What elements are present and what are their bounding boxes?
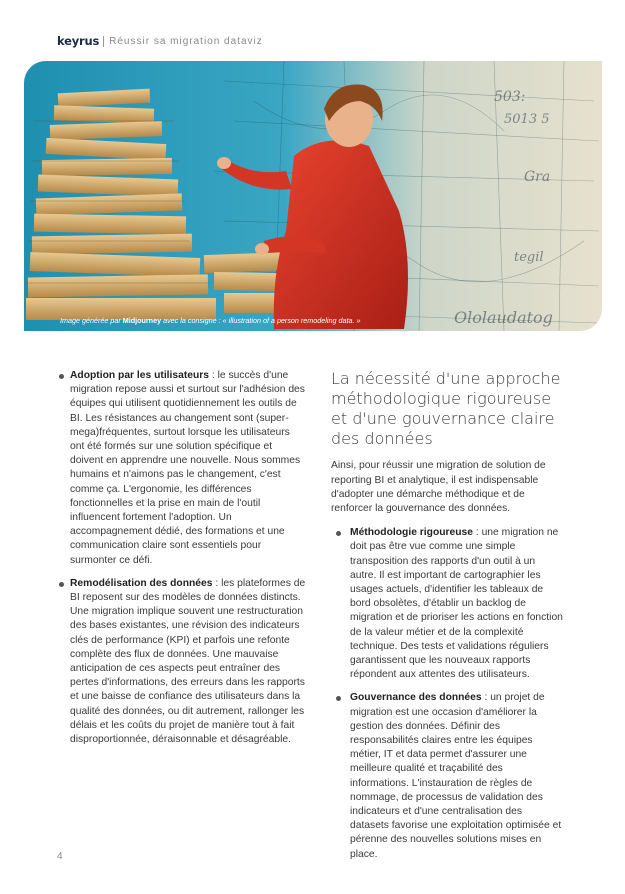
list-item-methodologie: Méthodologie rigoureuse : une migration ne doit pas être vue comme une simple transposition des rapports d'un outil à un autre. Il est important de cartographier les usages actuels, d'identifier les tableaux de bord obsolètes, d'établir un backlog de migration et de prioriser les actions en fonction de la valeur métier et de la complexité technique. Des tests et validations réguliers garantissent que les nouveaux rapports répondent aux attentes des utilisateurs. xyxy=(333,526,563,682)
list-item-gouvernance: Gouvernance des données : un projet de migration est une occasion d'améliorer la gestion des données. Définir des responsabilités claires entre les équipes métier, IT et data permet d'assurer une meilleure qualité et traçabilité des informations. L'instauration de règles de nommage, de processus de validation des indicateurs et d'une centralisation des datasets favorise une exploitation optimisée et pérenne des nouvelles solutions mises en place. xyxy=(333,691,563,861)
right-column xyxy=(331,369,563,871)
list-item-adoption: Adoption par les utilisateurs : le succès d'une migration repose aussi et surtout sur l'adhésion des équipes qui utilisent quotidiennement les outils de BI. Les résistances au changement sont (super-mega)fréquentes, surtout lorsque les utilisateurs ont été formés sur une solution spécifique et doivent en apprendre une nouvelle. Nous sommes humains et n'aimons pas le changement, c'est comme ça. L'ergonomie, les différences fonctionnelles et la prise en main de l'outil influencent fortement l'adoption. Un accompagnement dédié, des formations et une communication claire sont essentiels pour surmonter ce défi. xyxy=(56,369,306,568)
header-separator xyxy=(103,36,104,47)
list-item-remodelisation: Remodélisation des données : les plateformes de BI reposent sur des modèles de données distincts. Une migration implique souvent une restructuration des bases existantes, une révision des indicateurs clés de performance (KPI) et parfois une refonte complète des flux de données. Une mauvaise anticipation de ces aspects peut entraîner des pertes d'informations, des erreurs dans les rapports et une baisse de confiance des utilisateurs dans la qualité des données, ou dit autrement, rallonger les délais et les coûts du projet de manière tout à fait disproportionnée, déraisonnable et désagréable. xyxy=(56,577,306,747)
section-intro: Ainsi, pour réussir une migration de solution de reporting BI et analytique, il est indispensable d'adopter une démarche méthodique et de renforcer la gouvernance des données. xyxy=(331,460,546,514)
keyrus-logo: keyrus xyxy=(57,34,100,48)
svg-text:Gra: Gra xyxy=(524,169,551,185)
section-title: La nécessité d'une approche méthodologique rigoureuse et d'une gouvernance claire des données xyxy=(331,369,561,448)
svg-text:5013 5: 5013 5 xyxy=(504,112,550,127)
svg-text:Ololaudatog: Ololaudatog xyxy=(454,308,553,327)
svg-text:tegil: tegil xyxy=(514,250,544,265)
document-title: Réussir sa migration dataviz xyxy=(109,35,263,47)
image-caption: Image générée par Midjourney avec la consigne : « illustration of a person remodeling data. » xyxy=(60,316,361,325)
page-header xyxy=(57,33,263,49)
hero-illustration xyxy=(24,61,602,331)
page-number: 4 xyxy=(57,851,63,862)
hero-image xyxy=(24,61,602,331)
svg-text:503:: 503: xyxy=(494,89,526,105)
left-column xyxy=(56,369,306,756)
